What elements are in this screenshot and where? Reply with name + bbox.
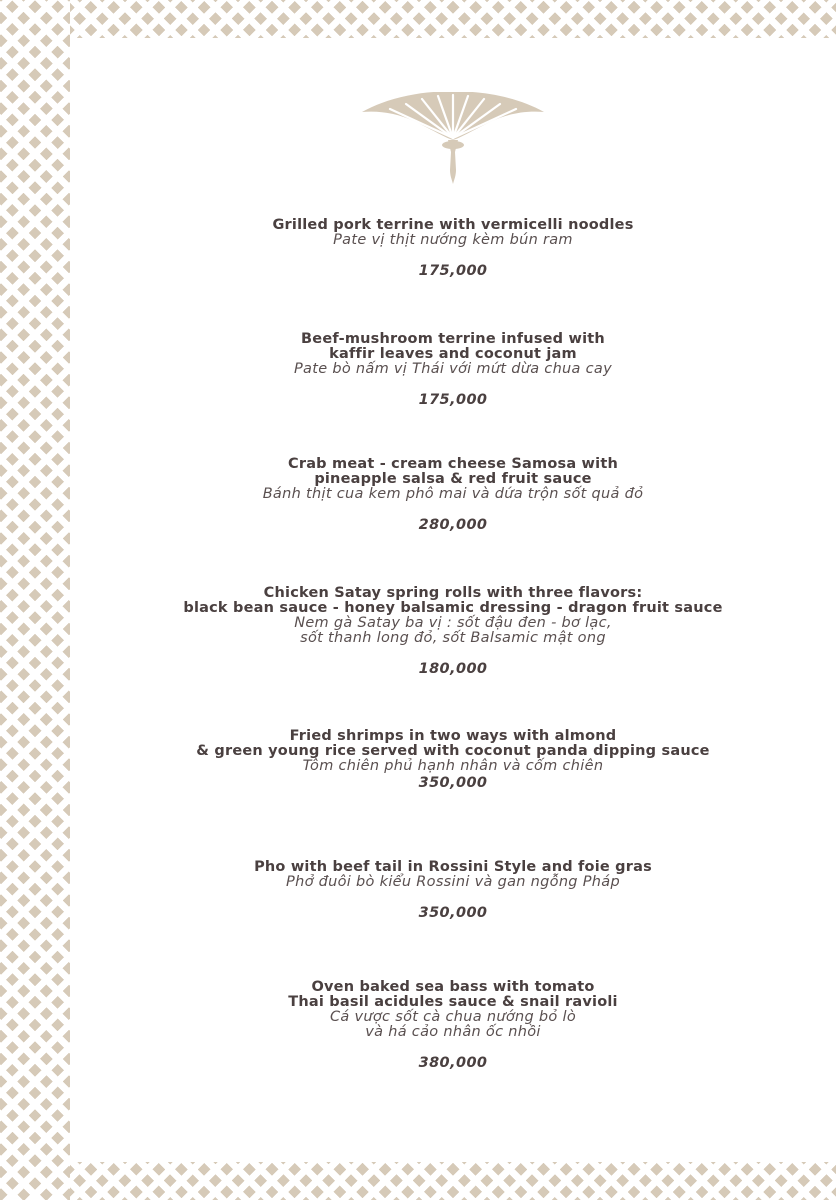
dish-price: 350,000: [418, 905, 488, 921]
menu-item-pork-terrine: [70, 218, 836, 279]
dish-name-en: & green young rice served with coconut panda dipping sauce: [196, 743, 710, 759]
dish-name-vn: Bánh thịt cua kem phô mai và dứa trộn sốt quả đỏ: [262, 486, 644, 502]
dish-name-en: Chicken Satay spring rolls with three flavors:: [263, 585, 643, 601]
dish-name-en: pineapple salsa & red fruit sauce: [314, 471, 592, 487]
decorative-border-top: [70, 0, 836, 38]
dish-name-vn: Nem gà Satay ba vị : sốt đậu đen - bơ lạc,: [294, 615, 612, 631]
dish-name-vn: và há cảo nhân ốc nhồi: [365, 1024, 541, 1040]
dish-name-vn: Phở đuôi bò kiểu Rossini và gan ngỗng Pháp: [286, 874, 620, 890]
dish-name-vn: Cá vược sốt cà chua nướng bỏ lò: [329, 1009, 576, 1025]
dish-name-en: Beef-mushroom terrine infused with: [301, 331, 605, 347]
dish-name-en: Thai basil acidules sauce & snail ravioli: [288, 994, 618, 1010]
menu-item-crab-samosa: [70, 457, 836, 533]
decorative-border-left: [0, 0, 70, 1200]
dish-name-en: kaffir leaves and coconut jam: [329, 346, 577, 362]
dish-name-en: black bean sauce - honey balsamic dressing - dragon fruit sauce: [183, 600, 723, 616]
dish-price: 380,000: [418, 1055, 488, 1071]
menu-item-beef-mushroom-terrine: [70, 332, 836, 408]
menu-item-chicken-satay-rolls: [70, 586, 836, 677]
dish-name-en: Fried shrimps in two ways with almond: [289, 728, 617, 744]
decorative-border-bottom: [70, 1162, 836, 1200]
menu-page: [70, 38, 836, 1162]
menu-item-fried-shrimps: [70, 729, 836, 791]
dish-name-vn: Pate bò nấm vị Thái với mứt dừa chua cay: [293, 361, 612, 377]
dish-price: 280,000: [418, 517, 488, 533]
dish-price: 175,000: [418, 392, 488, 408]
dish-name-vn: Pate vị thịt nướng kèm bún ram: [333, 232, 573, 248]
dish-price: 350,000: [418, 775, 488, 791]
lotus-fan-logo-icon: [360, 92, 546, 184]
menu-item-pho-beef-tail: [70, 860, 836, 921]
dish-price: 175,000: [418, 263, 488, 279]
dish-name-en: Crab meat - cream cheese Samosa with: [288, 456, 618, 472]
dish-name-en: Pho with beef tail in Rossini Style and foie gras: [254, 859, 652, 875]
dish-name-vn: sốt thanh long đỏ, sốt Balsamic mật ong: [300, 630, 606, 646]
dish-name-vn: Tôm chiên phủ hạnh nhân và cốm chiên: [302, 758, 604, 774]
dish-name-en: Oven baked sea bass with tomato: [311, 979, 595, 995]
dish-price: 180,000: [418, 661, 488, 677]
menu-item-sea-bass: [70, 980, 836, 1071]
dish-name-en: Grilled pork terrine with vermicelli noodles: [272, 217, 634, 233]
